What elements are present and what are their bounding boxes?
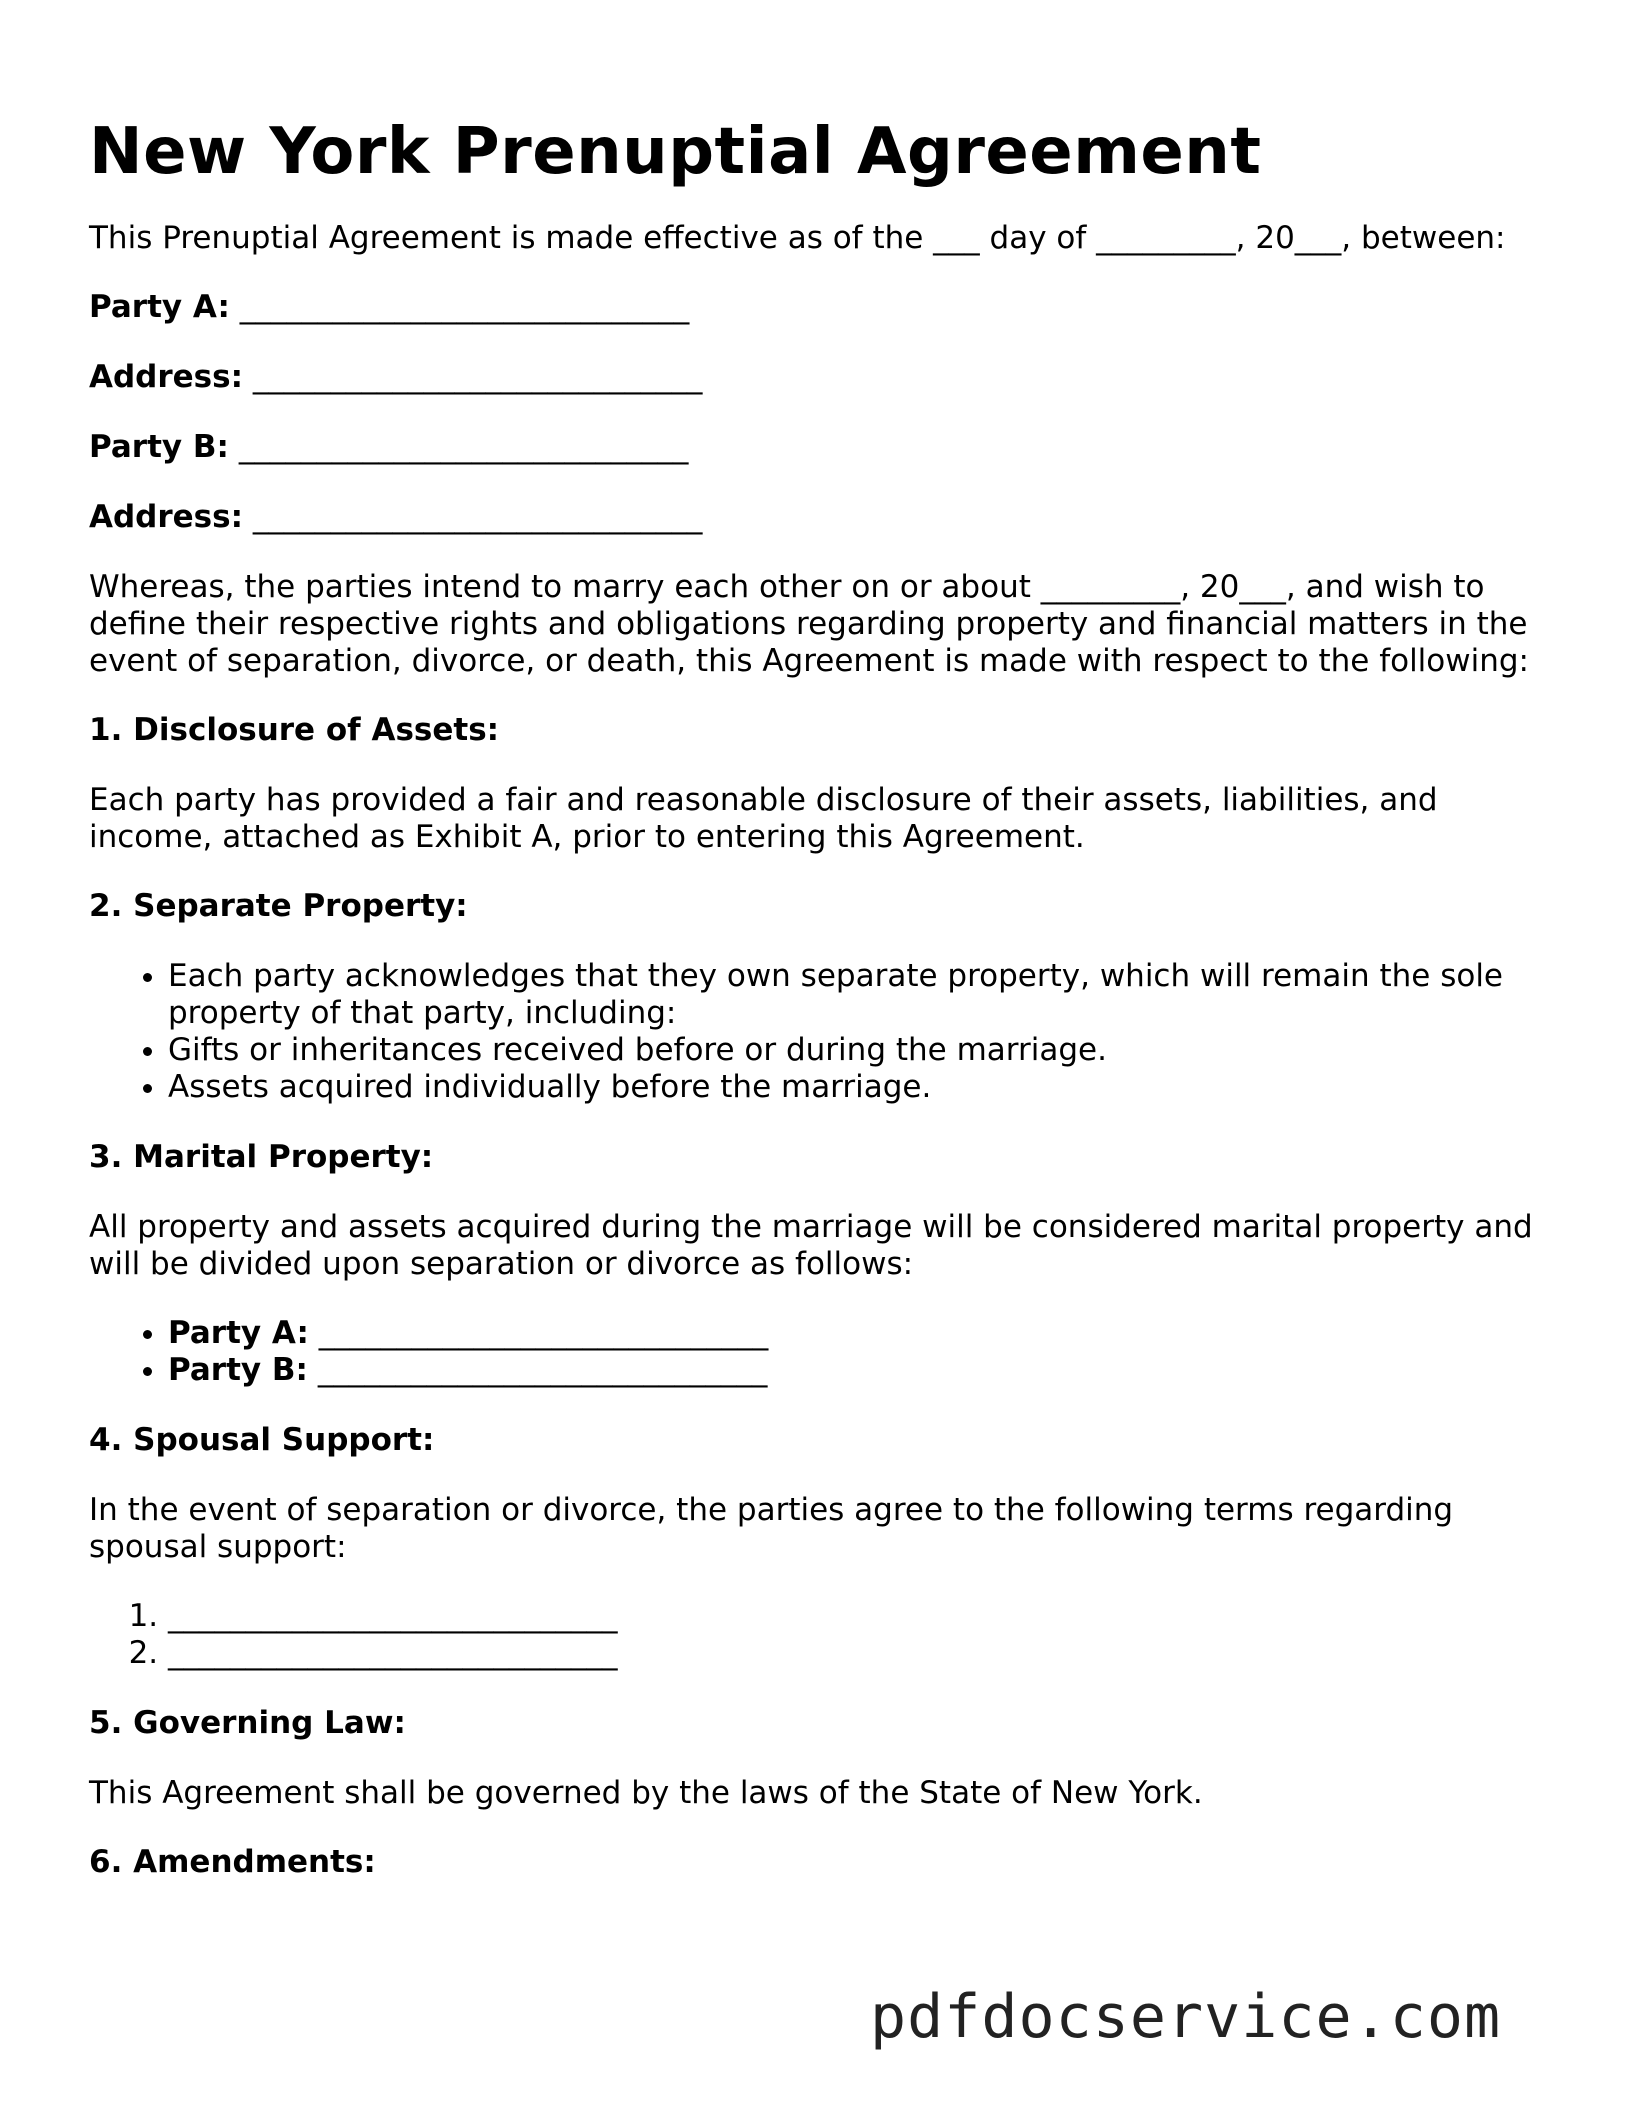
section-1-heading: 1. Disclosure of Assets: xyxy=(89,712,500,748)
section-2-list xyxy=(89,958,1549,1106)
list-item: • Gifts or inheritances received before or during the marriage. xyxy=(168,1032,1549,1069)
list-item: 1. _____________________________ xyxy=(168,1598,1549,1635)
list-item xyxy=(168,1352,1549,1389)
section-2-heading: 2. Separate Property: xyxy=(89,888,468,924)
watermark: pdfdocservice.com xyxy=(870,1982,1502,2052)
marital-party-a-blank: _____________________________ xyxy=(318,1315,769,1351)
marital-party-a-label: Party A: xyxy=(168,1315,309,1351)
section-4-text: In the event of separation or divorce, the parties agree to the following terms regarding spousal support: xyxy=(89,1492,1454,1565)
list-item: • Each party acknowledges that they own separate property, which will remain the sole property of that party, including: xyxy=(168,958,1549,1032)
section-5-text: This Agreement shall be governed by the laws of the State of New York. xyxy=(89,1775,1203,1811)
party-b-label: Party B: xyxy=(89,429,229,465)
section-3-text: All property and assets acquired during the marriage will be considered marital property and will be divided upon separation or divorce as follows: xyxy=(89,1209,1533,1282)
party-a-field xyxy=(89,289,1549,326)
section-1-text: Each party has provided a fair and reasonable disclosure of their assets, liabilities, and income, attached as Exhibit A, prior to entering this Agreement. xyxy=(89,782,1438,855)
party-b-field xyxy=(89,429,1549,466)
whereas-paragraph: Whereas, the parties intend to marry each other on or about _________, 20___, and wish to define their respective rights and obligations regarding property and financial matters in the event of separation, divorce, or death, this Agreement is made with respect to the following: xyxy=(89,569,1530,679)
party-a-label: Party A: xyxy=(89,289,230,325)
party-b-address-blank: _____________________________ xyxy=(252,499,703,535)
document-title: New York Prenuptial Agreement xyxy=(89,115,1262,189)
section-4-list xyxy=(89,1598,1549,1672)
intro-paragraph: This Prenuptial Agreement is made effective as of the ___ day of _________, 20___, between: xyxy=(89,220,1506,256)
document-page xyxy=(89,108,1549,1914)
section-4-heading: 4. Spousal Support: xyxy=(89,1422,435,1458)
marital-party-b-label: Party B: xyxy=(168,1352,308,1388)
marital-party-b-blank: _____________________________ xyxy=(317,1352,768,1388)
list-item: 2. _____________________________ xyxy=(168,1635,1549,1672)
party-b-blank: _____________________________ xyxy=(238,429,689,465)
party-a-address-field xyxy=(89,359,1549,396)
party-a-address-blank: _____________________________ xyxy=(252,359,703,395)
party-a-blank: _____________________________ xyxy=(239,289,690,325)
party-a-address-label: Address: xyxy=(89,359,243,395)
party-b-address-label: Address: xyxy=(89,499,243,535)
party-b-address-field xyxy=(89,499,1549,536)
section-6-heading: 6. Amendments: xyxy=(89,1844,376,1880)
list-item: • Assets acquired individually before the marriage. xyxy=(168,1069,1549,1106)
section-3-heading: 3. Marital Property: xyxy=(89,1139,434,1175)
section-5-heading: 5. Governing Law: xyxy=(89,1705,406,1741)
list-item xyxy=(168,1315,1549,1352)
section-3-list xyxy=(89,1315,1549,1389)
